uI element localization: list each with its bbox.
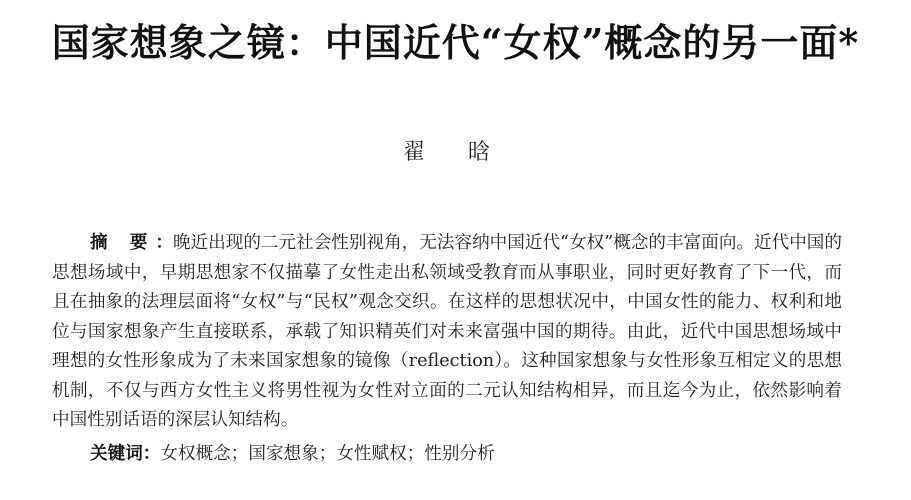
article-title: 国家想象之镜：中国近代“女权”概念的另一面*	[51, 20, 860, 65]
abstract-colon: ：	[155, 233, 173, 253]
keywords-line	[90, 440, 850, 470]
article-author: 翟 晗	[403, 140, 508, 165]
keywords-text: 女权概念；国家想象；女性赋权；性别分析	[160, 444, 495, 464]
abstract-text: 晚近出现的二元社会性别视角，无法容纳中国近代“女权”概念的丰富面向。近代中国的思想场域中，早期思想家不仅描摹了女性走出私领域受教育而从事职业，同时更好教育了下一代，而且在抽象的法理层面将“女权”与“民权”观念交织。在这样的思想状况中，中国女性的能力、权利和地位与国家想象产生直接联系，承载了知识精英们对未来富强中国的期待。由此，近代中国思想场域中理想的女性形象成为了未来国家想象的镜像（reflection）。这种国家想象与女性形象互相定义的思想机制，不仅与西方女性主义将男性视为女性对立面的二元认知结构相异，而且迄今为止，依然影响着中国性别话语的深层认知结构。	[52, 233, 842, 430]
abstract-paragraph	[52, 229, 842, 436]
keywords-label: 关键词：	[90, 444, 161, 464]
abstract-label: 摘 要	[90, 233, 156, 253]
